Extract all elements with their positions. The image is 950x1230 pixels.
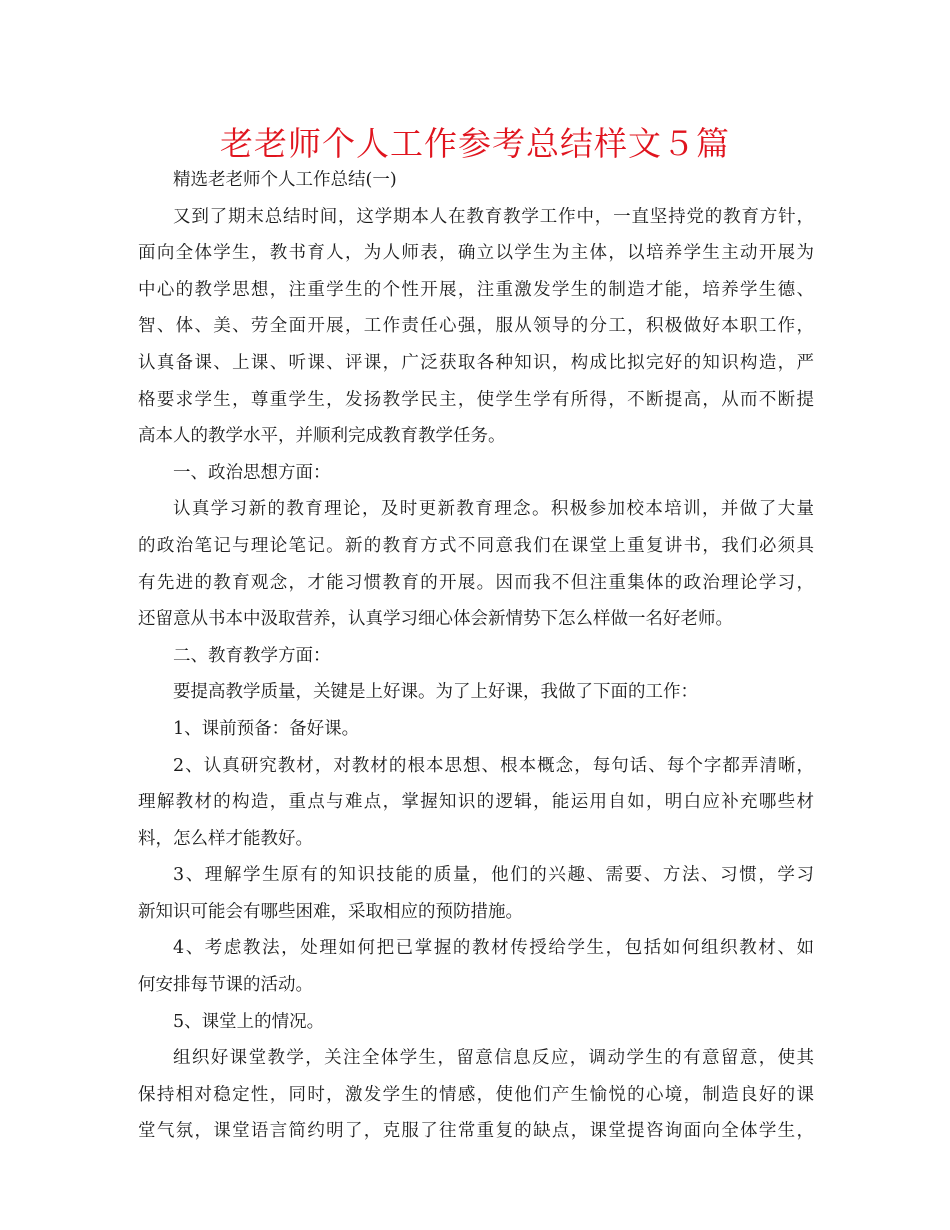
paragraph-line: 又到了期末总结时间，这学期本人在教育教学工作中，一直坚持党的教育方针， xyxy=(173,206,814,227)
paragraph-line: 面向全体学生，教书育人，为人师表，确立以学生为主体，以培养学生主动开展为 xyxy=(138,243,814,264)
list-item-5: 5、课堂上的情况。 xyxy=(173,1011,325,1032)
paragraph-line: 何安排每节课的活动。 xyxy=(138,975,313,996)
document-body xyxy=(138,162,814,1150)
list-item-1: 1、课前预备：备好课。 xyxy=(173,718,360,739)
paragraph-line: 料，怎么样才能教好。 xyxy=(138,828,313,849)
section-heading-teaching: 二、教育教学方面： xyxy=(173,645,331,666)
paragraph-line: 的政治笔记与理论笔记。新的教育方式不同意我们在课堂上重复讲书，我们必须具 xyxy=(138,535,814,556)
paragraph-line: 中心的教学思想，注重学生的个性开展，注重激发学生的制造才能，培养学生德、 xyxy=(138,279,814,300)
paragraph-line: 智、体、美、劳全面开展，工作责任心强，服从领导的分工，积极做好本职工作， xyxy=(138,316,814,337)
section-heading-1: 精选老老师个人工作总结(一) xyxy=(173,170,397,190)
paragraph-line: 认真备课、上课、听课、评课，广泛获取各种知识，构成比拟完好的知识构造，严 xyxy=(138,352,814,373)
paragraph-line: 认真学习新的教育理论，及时更新教育理念。积极参加校本培训，并做了大量 xyxy=(173,499,814,520)
paragraph-line: 新知识可能会有哪些困难，采取相应的预防措施。 xyxy=(138,901,523,922)
paragraph-line: 保持相对稳定性，同时，激发学生的情感，使他们产生愉悦的心境，制造良好的课 xyxy=(138,1084,814,1105)
document-title: 老老师个人工作参考总结样文５篇 xyxy=(220,124,730,163)
list-item-4: 4、考虑教法，处理如何把已掌握的教材传授给学生，包括如何组织教材、如 xyxy=(173,938,814,959)
list-item-3: 3、理解学生原有的知识技能的质量，他们的兴趣、需要、方法、习惯，学习 xyxy=(173,865,814,886)
paragraph-line: 要提高教学质量，关键是上好课。为了上好课，我做了下面的工作： xyxy=(173,682,698,703)
paragraph-line: 有先进的教育观念，才能习惯教育的开展。因而我不但注重集体的政治理论学习， xyxy=(138,572,814,593)
paragraph-line: 高本人的教学水平，并顺利完成教育教学任务。 xyxy=(138,426,506,447)
section-heading-politics: 一、政治思想方面： xyxy=(173,462,331,483)
paragraph-line: 还留意从书本中汲取营养，认真学习细心体会新情势下怎么样做一名好老师。 xyxy=(138,609,733,630)
paragraph-line: 堂气氛，课堂语言简约明了，克服了往常重复的缺点，课堂提咨询面向全体学生， xyxy=(138,1121,814,1142)
paragraph-line: 组织好课堂教学，关注全体学生，留意信息反应，调动学生的有意留意，使其 xyxy=(173,1048,814,1069)
paragraph-line: 格要求学生，尊重学生，发扬教学民主，使学生学有所得，不断提高，从而不断提 xyxy=(138,389,814,410)
paragraph-line: 理解教材的构造，重点与难点，掌握知识的逻辑，能运用自如，明白应补充哪些材 xyxy=(138,792,814,813)
list-item-2: 2、认真研究教材，对教材的根本思想、根本概念，每句话、每个字都弄清晰， xyxy=(173,755,814,776)
